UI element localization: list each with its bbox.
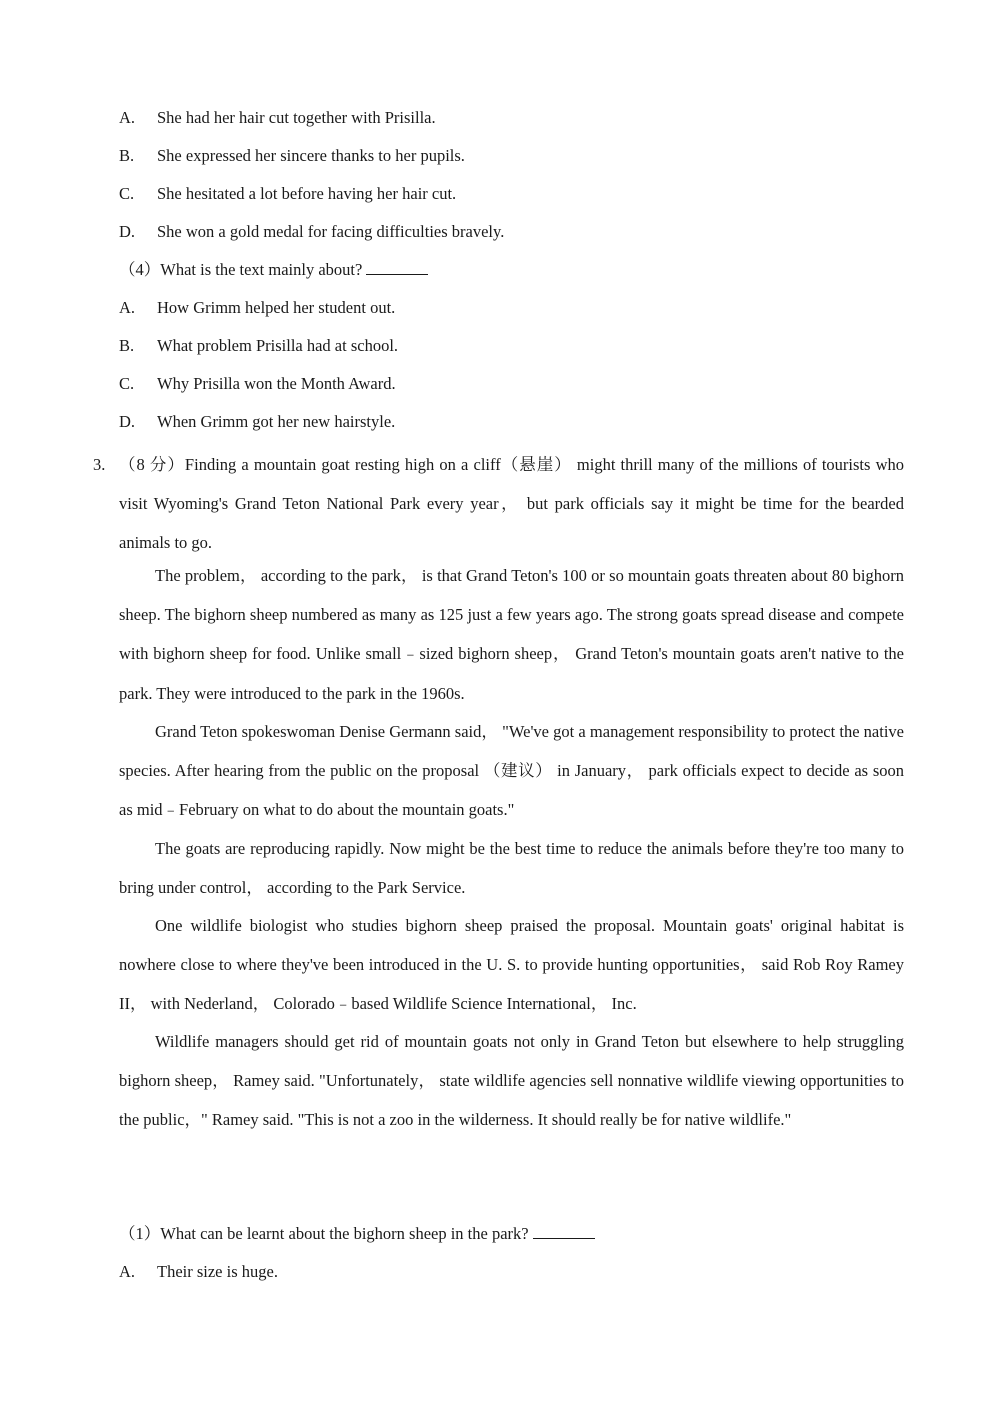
q3-1-option-a: [119, 1262, 278, 1282]
passage-paragraph-5: One wildlife biologist who studies bighorn sheep praised the proposal. Mountain goats' original habitat is nowhere close to where they've been introduced in the U. S. to provide hunting opportunities， said Rob Roy Ramey II， with Nederland， Colorado﹣based Wildlife Science International， Inc.: [119, 916, 904, 1014]
option-text: Their size is huge.: [157, 1262, 278, 1281]
question-4-stem: [119, 260, 428, 280]
option-b: [119, 146, 465, 166]
option-letter: D.: [119, 412, 136, 431]
option-letter: B.: [119, 336, 135, 355]
option-text: She won a gold medal for facing difficulties bravely.: [157, 222, 505, 241]
option-letter: C.: [119, 184, 135, 203]
option-text: She had her hair cut together with Prisilla.: [157, 108, 436, 127]
option-a: [119, 108, 436, 128]
option-text: When Grimm got her new hairstyle.: [157, 412, 396, 431]
option-c: [119, 184, 456, 204]
q4-option-d: [119, 412, 395, 432]
question-stem-text: （4）What is the text mainly about?: [119, 260, 363, 279]
option-text: How Grimm helped her student out.: [157, 298, 396, 317]
q4-option-c: [119, 374, 396, 394]
passage-paragraph-6: Wildlife managers should get rid of mountain goats not only in Grand Teton but elsewhere to help struggling bighorn sheep， Ramey said. "Unfortunately， state wildlife agencies sell nonnative wildlife viewing opportunities to the public，" Ramey said. "This is not a zoo in the wilderness. It should really be for native wildlife.": [119, 1032, 904, 1130]
option-text: Why Prisilla won the Month Award.: [157, 374, 396, 393]
answer-blank: [366, 260, 428, 275]
passage-paragraph-3: Grand Teton spokeswoman Denise Germann said， "We've got a management responsibility to protect the native species. After hearing from the public on the proposal （建议） in January， park officials expect to decide as soon as mid﹣February on what to do about the mountain goats.": [119, 722, 904, 820]
option-d: [119, 222, 504, 242]
question-number: 3.: [93, 455, 106, 474]
passage-paragraph-2: The problem， according to the park， is that Grand Teton's 100 or so mountain goats threaten about 80 bighorn sheep. The bighorn sheep numbered as many as 125 just a few years ago. The strong goats spread disease and compete with bighorn sheep for food. Unlike small﹣sized bighorn sheep， Grand Teton's mountain goats aren't native to the park. They were introduced to the park in the 1960s.: [119, 566, 904, 703]
option-letter: A.: [119, 298, 136, 317]
option-letter: C.: [119, 374, 135, 393]
q4-option-b: [119, 336, 398, 356]
passage-first-paragraph: （8 分）Finding a mountain goat resting high on a cliff（悬崖） might thrill many of the millions of tourists who visit Wyoming's Grand Teton National Park every year， but park officials say it might be time for the bearded animals to go.: [119, 455, 904, 553]
option-text: What problem Prisilla had at school.: [157, 336, 399, 355]
option-text: She hesitated a lot before having her hair cut.: [157, 184, 457, 203]
option-letter: A.: [119, 108, 136, 127]
option-text: She expressed her sincere thanks to her pupils.: [157, 146, 465, 165]
question-3: [93, 445, 904, 563]
option-letter: B.: [119, 146, 135, 165]
question-stem-text: （1）What can be learnt about the bighorn sheep in the park?: [119, 1224, 529, 1243]
q4-option-a: [119, 298, 395, 318]
option-letter: D.: [119, 222, 136, 241]
passage-paragraph-4: The goats are reproducing rapidly. Now might be the best time to reduce the animals before they're too many to bring under control， according to the Park Service.: [119, 839, 904, 898]
answer-blank: [533, 1224, 595, 1239]
option-letter: A.: [119, 1262, 136, 1281]
question-3-1-stem: [119, 1224, 595, 1244]
